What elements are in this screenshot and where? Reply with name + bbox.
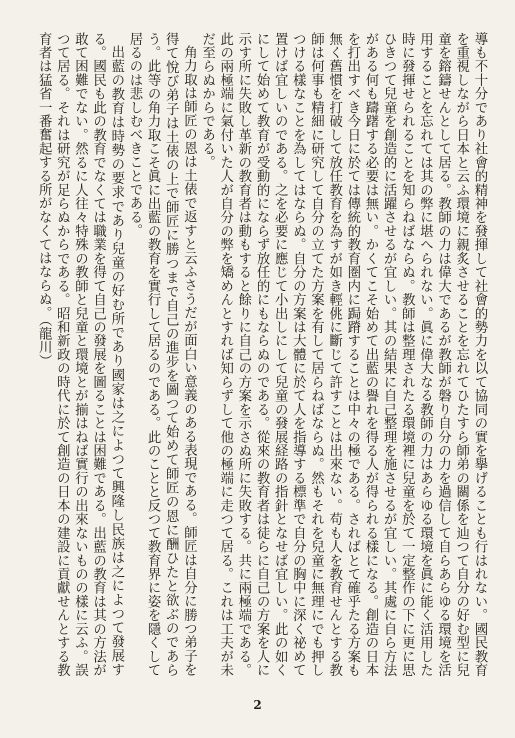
paragraph: 導も不十分であり社會的精神を發揮して社會的勢力を以て協同の實を擧げることも行はれない。國民教育を重視しながら日本と云ふ環境に親炙させることを忘れてひたすら師弟の關係を辿つて自分の好む型に兒童を鎔鑄せんとして居る。教師の力は偉大であるが教師が磐り自分の力を過信して自らあらゆる環境を活用することを忘れては其の弊に堪へられない。眞に偉大なる教師の力はあらゆる環境を眞に能く活用した時に發揮せられることを知らねばならぬ。教師は整理されたる環境裡に兒童を於て一定整作の下に更に思ひきつて兒童を創造的に活躍させるが宜しい。其の結果に自己整理を施させるが宜しい。其處に自ら方法がある何も躊躇する必要は無い。かくてこそ始めて出藍の譽れを得る人が得られる樣になる。創造の日本を打出すべき今日に於ては傳統的教育圏内に跼蹐することは中々の極である。さればとて確乎たる方案も無く舊慣を打破して放任教育を為すが如き輕佻に斷じて許すことは出來ない。苟も人を教育せんとする教師は何事も精細に研究して自分の立てた方案を有して居らねばならぬ。然もそれを兒童に無理にでも押しつける樣なことを為してはならぬ。自分の方案は大體に於て人を指導する標準で自分の胸中に深く祕めて置けば宜しいのである。之を必要に應じて小出しにして兒童の發展経路の指針となせば宜しい。此の如くにして始めて教育が受動的にならず放任的にもならぬのである。從來の教育者は徒らに自己の方案を人に示す所に失敗し革新の教育者は動もすると餘りに自己の方案を示さぬ所に失敗する。共に兩極端である。此の兩極端に氣付いた人が自分の弊を矯めんとすれば知らずして他の極端に走つて居る。これは工夫が未だ至らぬからである。 xyxy=(199,32,487,677)
vertical-text-body xyxy=(34,32,488,677)
page-number: 2 xyxy=(253,698,262,712)
paragraph: 出藍の教育は時勢の要求であり兒童の好む所であり國家は之によつて興隆し民族は之によつて發展する。國民も此の教育でなくては職業を得て自己の發展を圖ることは困難である。出藍の教育は其の方法が敢て困難でない。然るに人往々特殊の教師と兒童と環境とが揃はねば實行の出來ないものの樣に云ふ。誤つて居る。それは研究が足らぬからである。昭和新政の時代に於て創造の日本の建設に貢獻せんとする教育者は猛省一番奮起する所がなくてはならぬ。（龍川） xyxy=(36,32,124,677)
paragraph: 角力取は師匠の恩は土俵で返すと云ふさうだが面白い意義のある表現である。師匠は自分に勝つ弟子を得て悅び弟子は土俵の上で師匠に勝つまで自己の進步を圖つて始めて師匠の恩に酬ひたと欲ぶのであらう。此等の角力取こそ眞に出藍の教育を實行して居るのである。此のことと反つて教育界に姿を隱くして居るのは悲しむべきことである。 xyxy=(126,32,197,677)
